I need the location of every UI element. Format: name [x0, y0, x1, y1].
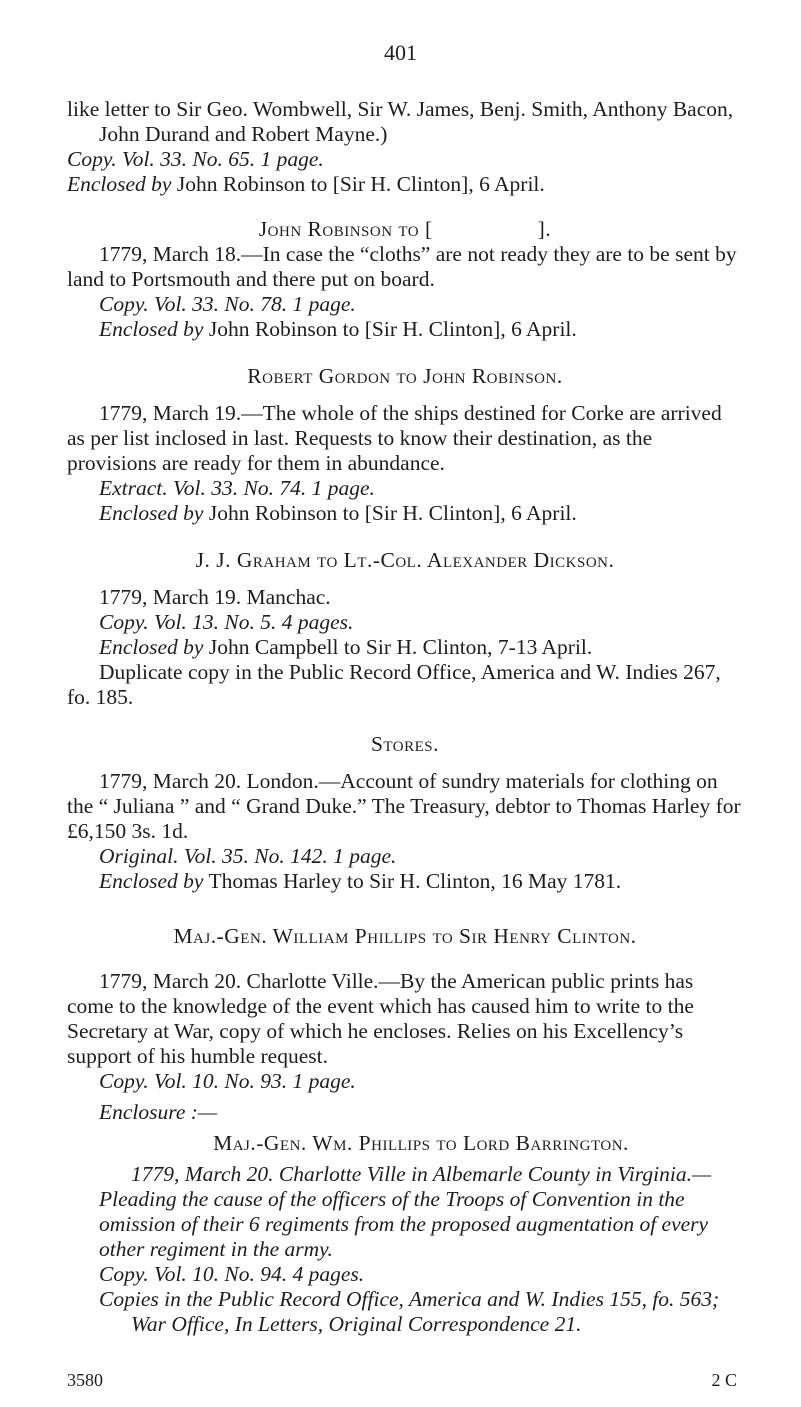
entry-copy-phillips: Copy. Vol. 10. No. 93. 1 page. — [99, 1069, 356, 1093]
enclosed-detail: John Robinson to [Sir H. Clinton], 6 April. — [171, 172, 545, 196]
entry-enclosed-robinson — [67, 317, 743, 342]
enclosed-detail: John Campbell to Sir H. Clinton, 7-13 April. — [203, 635, 593, 659]
entry-heading-graham: J. J. Graham to Lt.-Col. Alexander Dickson. — [195, 548, 615, 572]
enclosed-label: Enclosed by — [99, 635, 204, 659]
enclosure-heading: Maj.-Gen. Wm. Phillips to Lord Barrington. — [213, 1131, 629, 1155]
entry-heading-stores: Stores. — [370, 732, 440, 756]
entry-body-gordon: 1779, March 19.—The whole of the ships destined for Corke are arrived as per list inclosed in last. Requests to know their destination, as the provisions are ready for them in abundance. — [67, 401, 722, 475]
entry-enclosed-stores — [67, 869, 743, 894]
entry-copy-stores: Original. Vol. 35. No. 142. 1 page. — [99, 844, 397, 868]
entry-continuation-copy: Copy. Vol. 33. No. 65. 1 page. — [67, 147, 324, 171]
enclosed-label: Enclosed by — [99, 317, 204, 341]
entry-heading-robinson — [67, 217, 743, 242]
entry-copy-gordon: Extract. Vol. 33. No. 74. 1 page. — [99, 476, 375, 500]
enclosed-label: Enclosed by — [99, 869, 204, 893]
enclosure-body: 1779, March 20. Charlotte Ville in Albemarle County in Virginia.—Pleading the cause of the officers of the Troops of Convention in the omission of their 6 regiments from the proposed augmentation of every other regiment in the army. — [99, 1162, 712, 1261]
entry-heading-phillips: Maj.-Gen. William Phillips to Sir Henry Clinton. — [173, 924, 637, 948]
entry-enclosed-gordon — [67, 501, 743, 526]
entry-enclosed-graham — [67, 635, 743, 660]
heading-part-b: ]. — [537, 217, 552, 241]
entry-body-graham: 1779, March 19. Manchac. — [99, 585, 331, 609]
entry-duplicate-graham: Duplicate copy in the Public Record Office, America and W. Indies 267, fo. 185. — [67, 660, 721, 709]
entry-body-robinson: 1779, March 18.—In case the “cloths” are not ready they are to be sent by land to Portsmouth and there put on board. — [67, 242, 737, 291]
enclosure-label: Enclosure :— — [99, 1100, 218, 1124]
footer-sheet-mark: 2 C — [711, 1370, 737, 1390]
entry-copy-graham: Copy. Vol. 13. No. 5. 4 pages. — [99, 610, 354, 634]
enclosure-block — [67, 1131, 743, 1337]
enclosed-label: Enclosed by — [67, 172, 172, 196]
enclosed-label: Enclosed by — [99, 501, 204, 525]
page-number: 401 — [384, 40, 417, 65]
enclosed-detail: Thomas Harley to Sir H. Clinton, 16 May 1781. — [203, 869, 622, 893]
enclosure-copies: Copies in the Public Record Office, America and W. Indies 155, fo. 563; War Office, In Letters, Original Correspondence 21. — [99, 1287, 720, 1336]
enclosed-detail: John Robinson to [Sir H. Clinton], 6 April. — [203, 501, 577, 525]
entry-body-phillips: 1779, March 20. Charlotte Ville.—By the American public prints has come to the knowledge of the event which has caused him to write to the Secretary at War, copy of which he encloses. Relies on his Excellency’s support of his humble request. — [67, 969, 694, 1068]
entry-copy-robinson: Copy. Vol. 33. No. 78. 1 page. — [99, 292, 356, 316]
entry-heading-gordon: Robert Gordon to John Robinson. — [247, 364, 563, 388]
footer-signature: 3580 — [67, 1370, 103, 1390]
entry-continuation-text: like letter to Sir Geo. Wombwell, Sir W. James, Benj. Smith, Anthony Bacon, John Durand and Robert Mayne.) — [67, 97, 734, 146]
page-footer — [67, 1370, 743, 1391]
heading-part-a: John Robinson to [ — [258, 217, 433, 241]
enclosed-detail: John Robinson to [Sir H. Clinton], 6 April. — [203, 317, 577, 341]
entry-continuation-enclosed — [67, 172, 743, 197]
enclosure-copy: Copy. Vol. 10. No. 94. 4 pages. — [99, 1262, 365, 1286]
entry-body-stores: 1779, March 20. London.—Account of sundry materials for clothing on the “ Juliana ” and “ Grand Duke.” The Treasury, debtor to Thomas Harley for £6,150 3s. 1d. — [67, 769, 741, 843]
document-body — [67, 97, 743, 1337]
